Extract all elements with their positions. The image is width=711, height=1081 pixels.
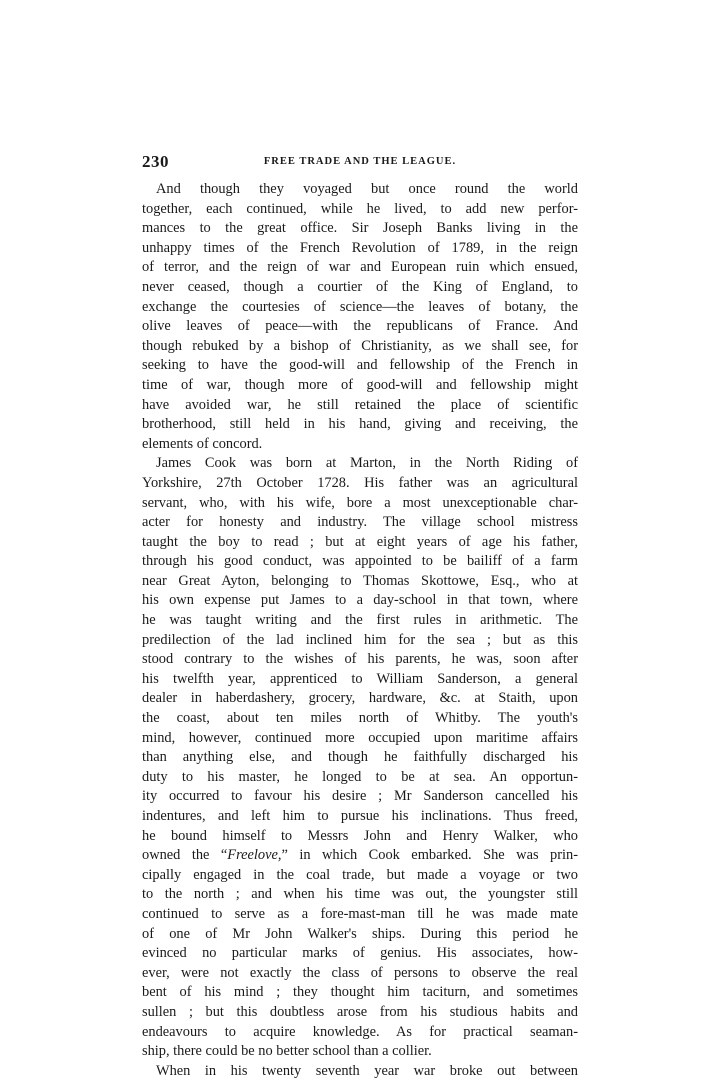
text-line: dealer in haberdashery, grocery, hardware, &c. at Staith, upon bbox=[142, 690, 578, 707]
text-line: sullen ; but this doubtless arose from his studious habits and bbox=[142, 1003, 578, 1020]
text-line: brotherhood, still held in his hand, giving and receiving, the bbox=[142, 416, 578, 433]
text-line: never ceased, though a courtier of the King of England, to bbox=[142, 278, 578, 295]
text-line: he bound himself to Messrs John and Henry Walker, who bbox=[142, 827, 578, 844]
text-line: through his good conduct, was appointed to be bailiff of a farm bbox=[142, 553, 578, 570]
text-line: exchange the courtesies of science—the leaves of botany, the bbox=[142, 298, 578, 315]
running-title: FREE TRADE AND THE LEAGUE. bbox=[263, 156, 457, 167]
text-line: mind, however, continued more occupied upon maritime affairs bbox=[142, 729, 578, 746]
text-line: James Cook was born at Marton, in the North Riding of bbox=[156, 455, 578, 472]
text-line: servant, who, with his wife, bore a most unexceptionable char- bbox=[142, 494, 578, 511]
running-header bbox=[142, 152, 578, 176]
text-line: have avoided war, he still retained the place of scientific bbox=[142, 396, 578, 413]
text-line: taught the boy to read ; but at eight years of age his father, bbox=[142, 533, 578, 550]
text-line: olive leaves of peace—with the republicans of France. And bbox=[142, 318, 578, 335]
text-line: owned the “Freelove,” in which Cook embarked. She was prin- bbox=[142, 847, 578, 864]
text-line: indentures, and left him to pursue his inclinations. Thus freed, bbox=[142, 808, 578, 824]
text-line: mances to the great office. Sir Joseph Banks living in the bbox=[142, 220, 578, 237]
text-line: unhappy times of the French Revolution of 1789, in the reign bbox=[142, 239, 578, 256]
text-line: seeking to have the good-will and fellowship of the French in bbox=[142, 357, 578, 374]
text-line: And though they voyaged but once round the world bbox=[156, 181, 578, 197]
text-line: than anything else, and though he faithfully discharged his bbox=[142, 749, 578, 766]
text-line: together, each continued, while he lived, to add new perfor- bbox=[142, 200, 578, 217]
text-line: predilection of the lad inclined him for the sea ; but as this bbox=[142, 631, 578, 648]
page-number: 230 bbox=[142, 152, 169, 171]
text-line: the coast, about ten miles north of Whitby. The youth's bbox=[142, 710, 578, 727]
text-line: bent of his mind ; they thought him taciturn, and sometimes bbox=[142, 984, 578, 1001]
text-line: of terror, and the reign of war and European ruin which ensued, bbox=[142, 259, 578, 276]
text-line: continued to serve as a fore-mast-man till he was made mate bbox=[142, 905, 578, 922]
text-line: acter for honesty and industry. The village school mistress bbox=[142, 514, 578, 531]
text-line: he was taught writing and the first rules in arithmetic. The bbox=[142, 612, 578, 629]
text-line: to the north ; and when his time was out, the youngster still bbox=[142, 886, 578, 903]
text-line: time of war, though more of good-will and fellowship might bbox=[142, 376, 578, 393]
text-line: stood contrary to the wishes of his parents, he was, soon after bbox=[142, 651, 578, 668]
text-line: of one of Mr John Walker's ships. During this period he bbox=[142, 925, 578, 942]
text-line: ity occurred to favour his desire ; Mr Sanderson cancelled his bbox=[142, 788, 578, 805]
text-line: near Great Ayton, belonging to Thomas Skottowe, Esq., who at bbox=[142, 572, 578, 589]
text-line: evinced no particular marks of genius. His associates, how- bbox=[142, 945, 578, 962]
text-line: though rebuked by a bishop of Christianity, as we shall see, for bbox=[142, 337, 578, 354]
text-line: cipally engaged in the coal trade, but made a voyage or two bbox=[142, 866, 578, 883]
text-line: When in his twenty seventh year war broke out between bbox=[156, 1062, 578, 1079]
text-line: ever, were not exactly the class of persons to observe the real bbox=[142, 964, 578, 981]
book-page bbox=[142, 152, 578, 1081]
text-line: ship, there could be no better school than a collier. bbox=[142, 1043, 432, 1060]
text-line: endeavours to acquire knowledge. As for practical seaman- bbox=[142, 1023, 578, 1040]
text-line: elements of concord. bbox=[142, 435, 263, 452]
text-line: his twelfth year, apprenticed to William Sanderson, a general bbox=[142, 670, 578, 687]
text-line: Yorkshire, 27th October 1728. His father was an agricultural bbox=[142, 474, 578, 491]
text-line: his own expense put James to a day-school in that town, where bbox=[142, 592, 578, 609]
text-line: duty to his master, he longed to be at sea. An opportun- bbox=[142, 768, 578, 785]
body-text bbox=[142, 180, 578, 1081]
